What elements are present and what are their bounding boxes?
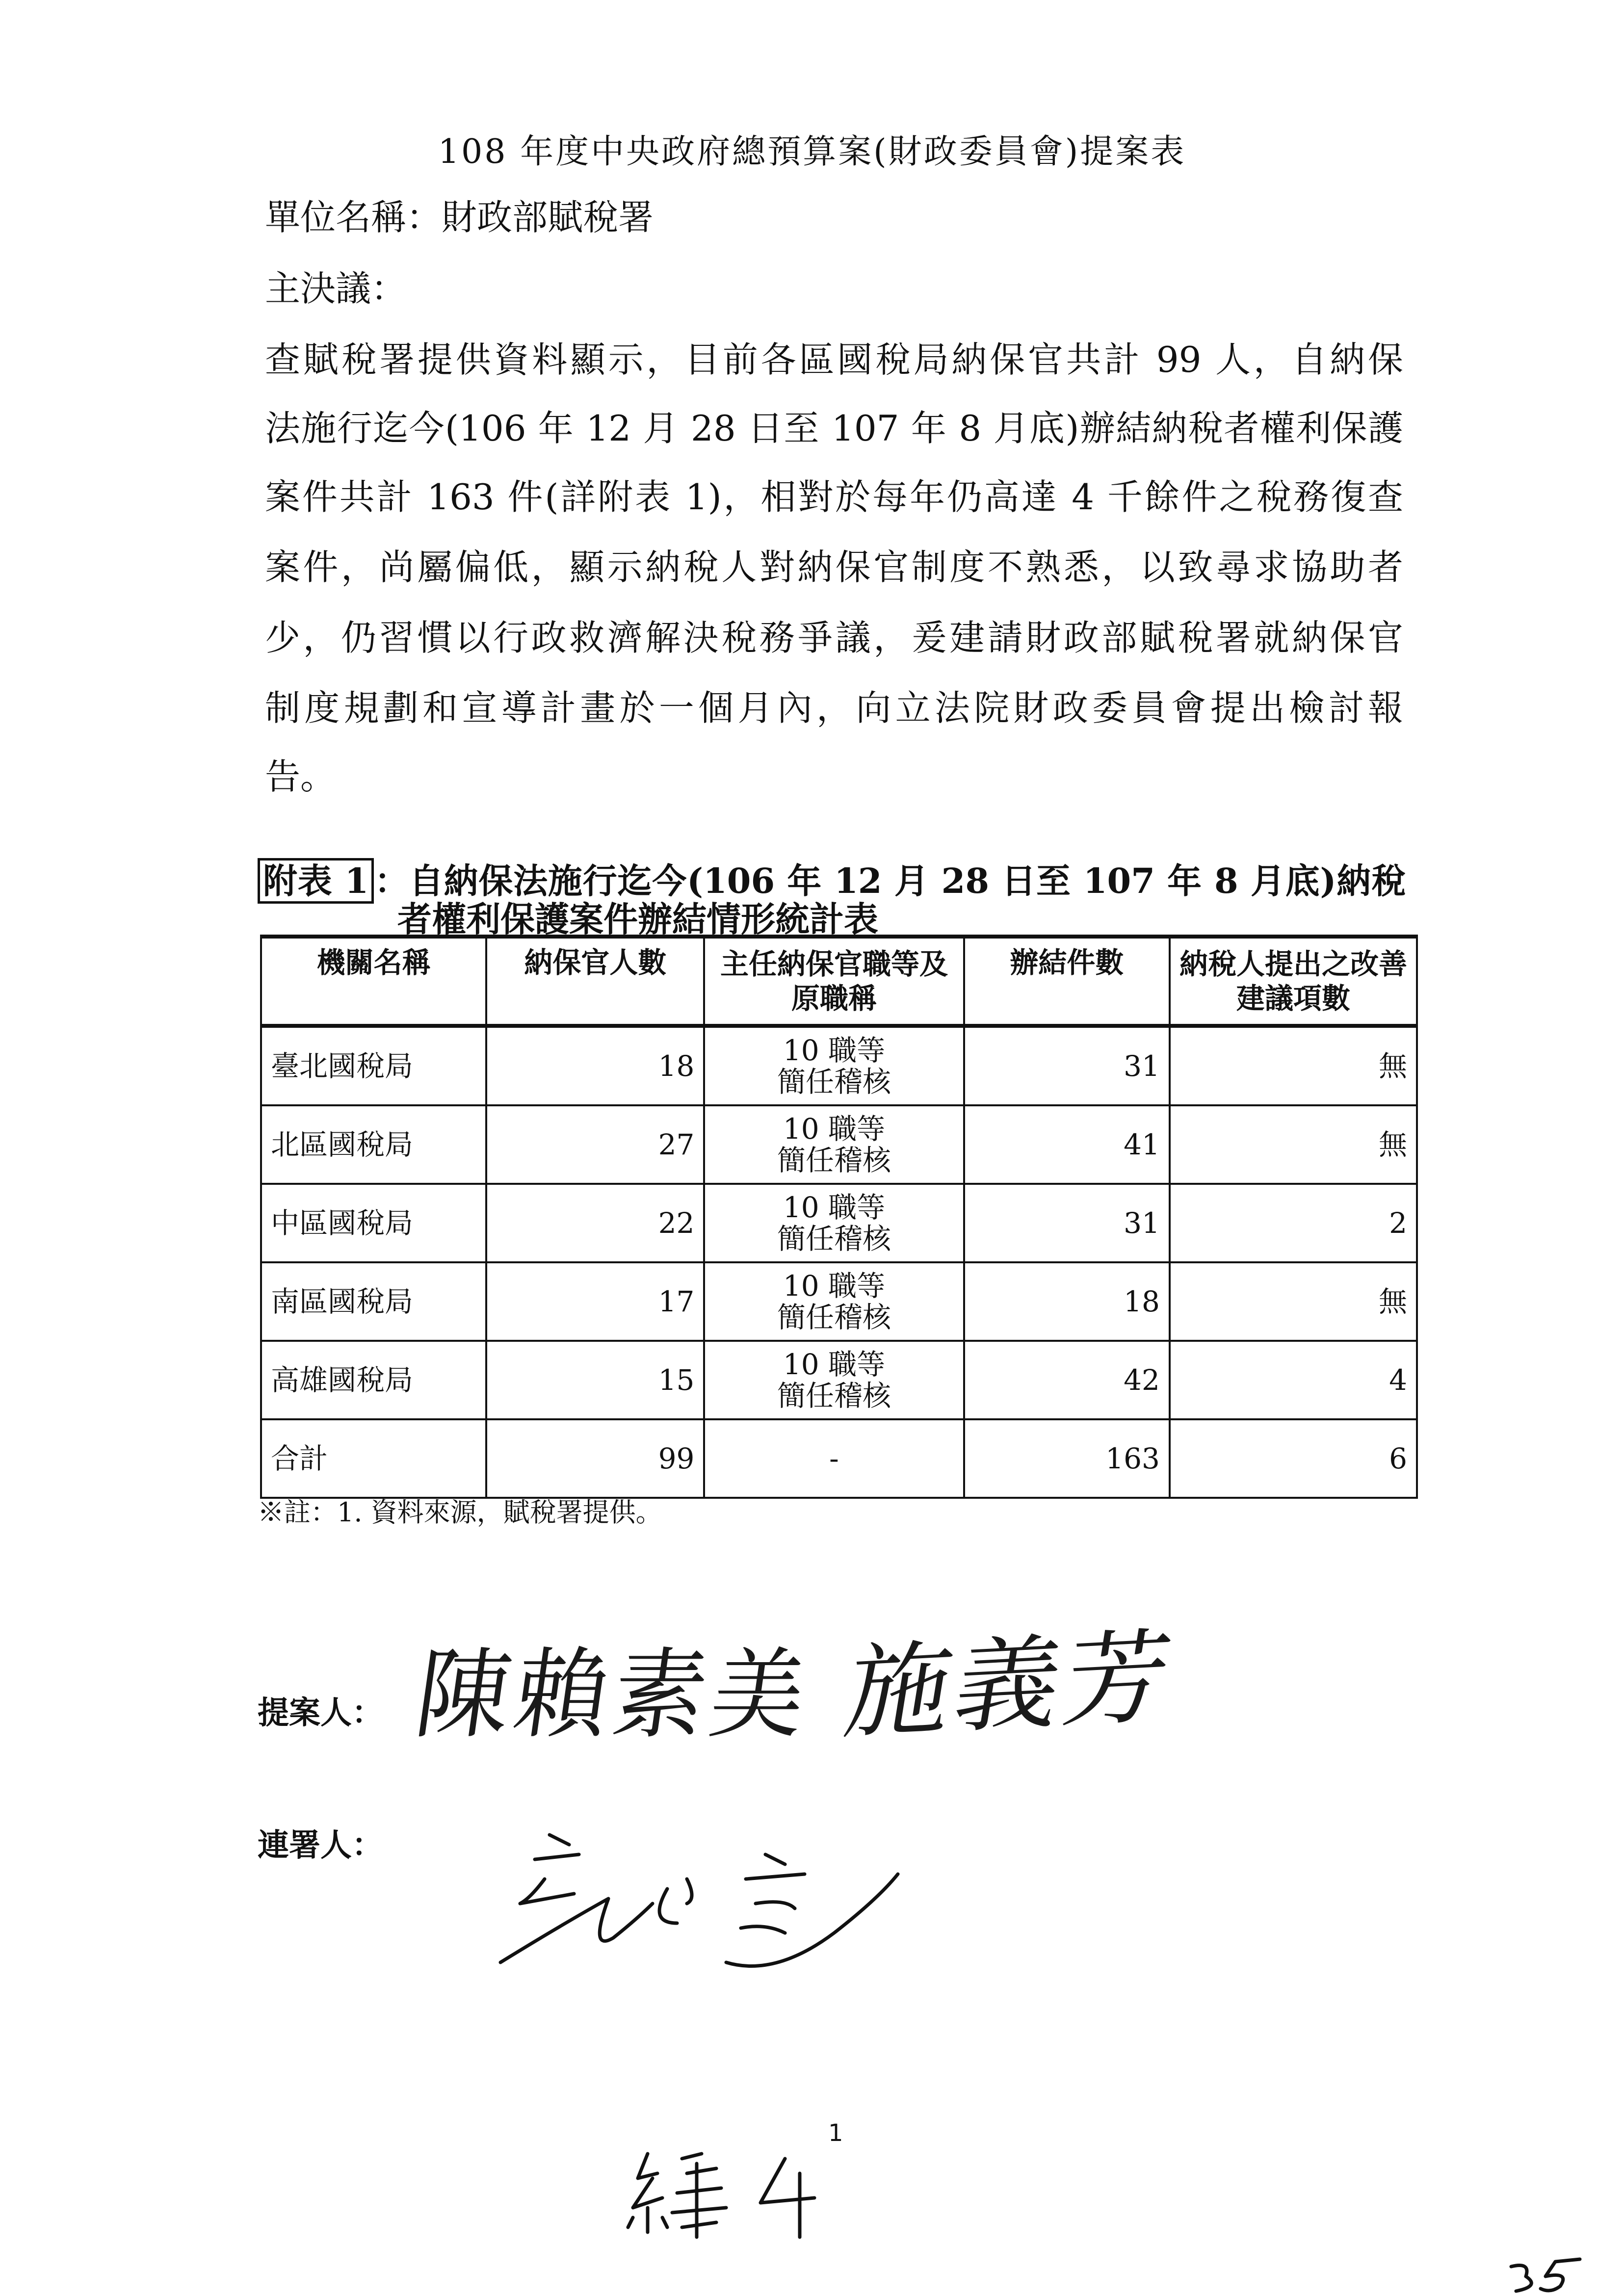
cell-officers: 27: [486, 1105, 704, 1184]
grade: 10 職等: [783, 1034, 886, 1067]
grade: 10 職等: [783, 1112, 886, 1146]
cell-cases: 31: [964, 1184, 1170, 1262]
paragraph-line: 制度規劃和宣導計畫於一個月內，向立法院財政委員會提出檢討報: [265, 687, 1403, 729]
cell-cases: 163: [964, 1419, 1170, 1498]
document-title: 108 年度中央政府總預算案(財政委員會)提案表: [438, 132, 1186, 171]
cell-suggestions: 6: [1170, 1419, 1417, 1498]
cell-agency: 中區國稅局: [261, 1184, 486, 1262]
table-row: [261, 1341, 1417, 1419]
paragraph-line: 案件，尚屬偏低，顯示納稅人對納保官制度不熟悉，以致尋求協助者: [265, 547, 1403, 588]
paragraph-line: 法施行迄今(106 年 12 月 28 日至 107 年 8 月底)辦結納稅者權利保護: [265, 408, 1403, 449]
cell-officers: 15: [486, 1341, 704, 1419]
paragraph-line: 告。: [265, 756, 336, 797]
caption-line1: ：自納保法施行迄今(106 年 12 月 28 日至 107 年 8 月底)納稅: [374, 861, 1406, 901]
grade: 10 職等: [783, 1191, 886, 1224]
handwritten-page-image: [1506, 2257, 1595, 2296]
grade: 10 職等: [783, 1269, 886, 1303]
cell-cases: 42: [964, 1341, 1170, 1419]
paragraph-line: 案件共計 163 件(詳附表 1)，相對於每年仍高達 4 千餘件之稅務復查: [265, 476, 1403, 518]
page-number: 1: [828, 2119, 843, 2147]
cell-grade: -: [704, 1419, 964, 1498]
cosigner-label: 連署人：: [258, 1827, 383, 1864]
cell-suggestions: 無: [1170, 1262, 1417, 1341]
paragraph-line: 少，仍習慣以行政救濟解決稅務爭議，爰建請財政部賦稅署就納保官: [265, 617, 1403, 658]
cell-grade: [704, 1341, 964, 1419]
cell-grade: [704, 1262, 964, 1341]
table-header-row: [261, 937, 1417, 1026]
table-row: [261, 1026, 1417, 1105]
orig-title: 簡任稽核: [777, 1379, 891, 1412]
cell-cases: 18: [964, 1262, 1170, 1341]
cell-agency: 合計: [261, 1419, 486, 1498]
cell-officers: 99: [486, 1419, 704, 1498]
table-row: [261, 1262, 1417, 1341]
table-tag: 附表 1: [258, 858, 374, 904]
caption-line2: 者權利保護案件辦結情形統計表: [397, 899, 878, 939]
header-cases: 辦結件數: [964, 937, 1170, 1026]
cell-grade: [704, 1184, 964, 1262]
proposer-signature-1: 陳賴素美: [409, 1638, 818, 1752]
paragraph-line: 查賦稅署提供資料顯示，目前各區國稅局納保官共計 99 人，自納保: [265, 339, 1403, 380]
cell-grade: [704, 1105, 964, 1184]
header-officers: 納保官人數: [486, 937, 704, 1026]
cell-agency: 高雄國稅局: [261, 1341, 486, 1419]
cell-officers: 22: [486, 1184, 704, 1262]
cell-agency: 北區國稅局: [261, 1105, 486, 1184]
cell-cases: 31: [964, 1026, 1170, 1105]
cosigner-signature-image: [491, 1825, 932, 1987]
handwritten-mark-image: [628, 2144, 834, 2242]
orig-title: 簡任稽核: [777, 1301, 891, 1334]
table-row: [261, 1184, 1417, 1262]
cell-officers: 18: [486, 1026, 704, 1105]
cell-officers: 17: [486, 1262, 704, 1341]
cell-cases: 41: [964, 1105, 1170, 1184]
grade: 10 職等: [783, 1348, 886, 1381]
header-agency: 機關名稱: [261, 937, 486, 1026]
proposer-signature-2: 施義芳: [838, 1616, 1184, 1754]
resolution-label: 主決議：: [265, 268, 407, 309]
cell-suggestions: 無: [1170, 1105, 1417, 1184]
table-note: ※註：1. 資料來源，賦稅署提供。: [258, 1497, 662, 1528]
statistics-table: [260, 935, 1418, 1499]
table-row: [261, 1105, 1417, 1184]
proposer-label: 提案人：: [258, 1695, 383, 1731]
cell-suggestions: 4: [1170, 1341, 1417, 1419]
cell-agency: 臺北國稅局: [261, 1026, 486, 1105]
table-total-row: [261, 1419, 1417, 1498]
orig-title: 簡任稽核: [777, 1065, 891, 1098]
header-grade: 主任納保官職等及原職稱: [704, 937, 964, 1026]
cell-suggestions: 2: [1170, 1184, 1417, 1262]
cell-suggestions: 無: [1170, 1026, 1417, 1105]
cell-agency: 南區國稅局: [261, 1262, 486, 1341]
orig-title: 簡任稽核: [777, 1222, 891, 1255]
cell-grade: [704, 1026, 964, 1105]
orig-title: 簡任稽核: [777, 1144, 891, 1177]
unit-name: 單位名稱：財政部賦稅署: [265, 197, 654, 238]
header-suggestions: 納稅人提出之改善建議項數: [1170, 937, 1417, 1026]
